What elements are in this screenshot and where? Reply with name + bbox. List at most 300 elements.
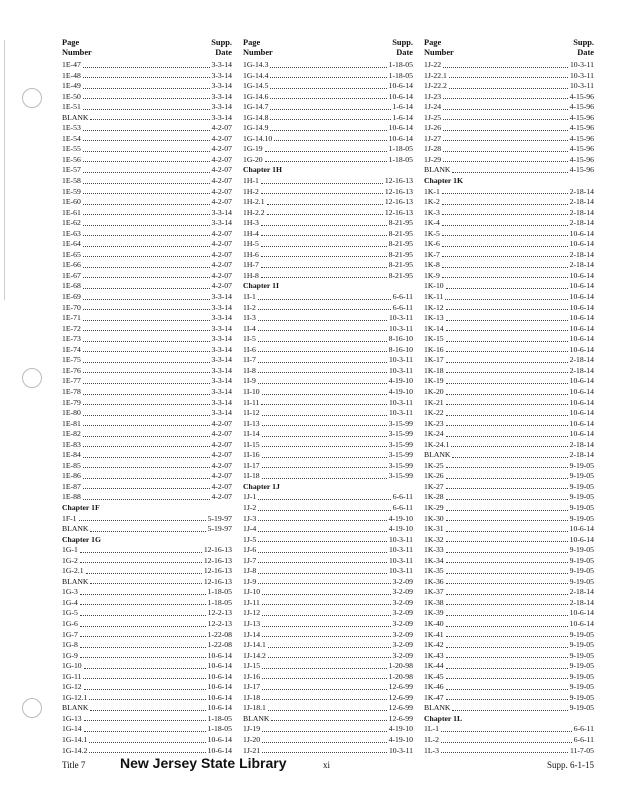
page-number: 1E-76 (62, 365, 81, 375)
page-number: 1J-3 (243, 513, 257, 523)
page-number: 1J-20 (243, 735, 261, 744)
dot-leader (265, 161, 387, 162)
page-number: 1K-24.1 (424, 439, 450, 449)
dot-leader (89, 752, 205, 753)
supp-date: 12-16-13 (384, 207, 413, 217)
index-row (424, 229, 594, 240)
page-number: 1E-72 (62, 323, 81, 333)
dot-leader (262, 436, 387, 437)
index-row (243, 524, 413, 535)
page-number: 1G-4 (62, 597, 78, 607)
supp-date: 3-3-14 (211, 386, 232, 396)
dot-leader (446, 309, 568, 310)
dot-leader (261, 183, 383, 184)
index-row (62, 387, 232, 398)
dot-leader (261, 246, 387, 247)
page-number: 1E-83 (62, 439, 81, 449)
dot-leader (271, 720, 386, 721)
index-row (424, 250, 594, 261)
page-number: 1G-2 (62, 555, 78, 565)
dot-leader (270, 88, 386, 89)
dot-leader (441, 742, 572, 743)
dot-leader (446, 488, 568, 489)
supp-date: 4-15-96 (569, 133, 594, 143)
dot-leader (261, 225, 387, 226)
index-row (243, 60, 413, 71)
page-number: 1H-6 (243, 249, 259, 259)
supp-date: 12-6-99 (388, 682, 413, 692)
supp-date: 4-19-10 (388, 376, 413, 386)
index-row (424, 672, 594, 683)
supp-date: 4-2-07 (211, 165, 232, 175)
page-number: 1E-74 (62, 344, 81, 354)
supp-date: 3-3-14 (211, 102, 232, 112)
supp-date: 4-2-07 (211, 481, 232, 491)
index-row (243, 461, 413, 472)
page-number: 1E-88 (62, 492, 81, 502)
page-number: 1K-13 (424, 313, 444, 323)
page-number: 1H-1 (243, 176, 259, 186)
page-number: 1K-22 (424, 408, 444, 418)
dot-leader (83, 235, 210, 236)
supp-date: 4-2-07 (211, 133, 232, 143)
page-number: 1G-7 (62, 629, 78, 639)
supp-date: 1-18-05 (207, 587, 232, 597)
header-page-number: Page Number (424, 38, 454, 57)
index-row (424, 556, 594, 567)
dot-leader (258, 320, 387, 321)
dot-leader (83, 77, 210, 78)
supp-date: 3-3-14 (211, 207, 232, 217)
index-row (62, 355, 232, 366)
index-row (243, 587, 413, 598)
page-number: 1J-13 (243, 618, 261, 628)
page-number: 1H-2 (243, 186, 259, 196)
supp-date: 10-6-14 (207, 682, 232, 692)
index-row (424, 60, 594, 71)
dot-leader (258, 330, 387, 331)
dot-leader (446, 531, 568, 532)
page-number: 1E-59 (62, 186, 81, 196)
page-number: 1J-22 (424, 60, 442, 69)
dot-leader (83, 256, 210, 257)
index-row (243, 144, 413, 155)
page-number: 1E-81 (62, 418, 81, 428)
dot-leader (90, 531, 205, 532)
dot-leader (446, 604, 568, 605)
chapter-heading: Chapter 1F (62, 502, 100, 512)
page-number: 1E-68 (62, 281, 81, 291)
supp-date: 10-6-14 (569, 408, 594, 418)
page-number: 1E-64 (62, 239, 81, 249)
index-row (243, 176, 413, 187)
supp-date: 12-6-99 (388, 703, 413, 713)
page-number: 1E-51 (62, 102, 81, 112)
dot-leader (83, 225, 210, 226)
index-row (424, 619, 594, 630)
supp-date: 8-21-95 (388, 228, 413, 238)
index-row (424, 535, 594, 546)
index-row (62, 303, 232, 314)
supp-date: 10-6-14 (569, 281, 594, 291)
index-row (424, 608, 594, 619)
supp-date: 3-3-14 (211, 397, 232, 407)
supp-date: 4-15-96 (569, 144, 594, 154)
supp-date: 4-15-96 (569, 123, 594, 133)
supp-date: 10-3-11 (388, 365, 413, 375)
page-number: 1E-61 (62, 207, 81, 217)
chapter-heading: Chapter 1H (243, 165, 282, 175)
page-number: 1H-2.1 (243, 197, 265, 207)
dot-leader (442, 204, 568, 205)
dot-leader (83, 299, 210, 300)
supp-date: 8-21-95 (388, 270, 413, 280)
column-header (424, 38, 594, 60)
supp-date: 4-2-07 (211, 144, 232, 154)
dot-leader (262, 478, 387, 479)
index-row (62, 735, 232, 746)
index-row (243, 566, 413, 577)
supp-date: 1-18-05 (207, 713, 232, 723)
index-row (243, 313, 413, 324)
dot-leader (83, 372, 210, 373)
index-row (243, 471, 413, 482)
supp-date: 5-19-97 (207, 513, 232, 523)
index-row (243, 366, 413, 377)
page-number: 1J-23 (424, 91, 442, 101)
supp-date: 10-6-14 (569, 239, 594, 249)
supp-date: 3-3-14 (211, 91, 232, 101)
supp-date: 4-19-10 (388, 724, 413, 734)
page-number: 1K-27 (424, 481, 444, 491)
page-number: 1J-17 (243, 682, 261, 692)
dot-leader (446, 499, 568, 500)
dot-leader (83, 204, 210, 205)
page-number: 1I-11 (243, 397, 260, 407)
page-number: 1L-3 (424, 745, 439, 755)
index-row (62, 71, 232, 82)
supp-date: 3-2-09 (392, 640, 413, 650)
dot-leader (446, 668, 568, 669)
supp-date: 10-6-14 (569, 397, 594, 407)
supp-date: 4-2-07 (211, 197, 232, 207)
page-number: 1G-2.1 (62, 566, 84, 576)
page-number: 1I-13 (243, 418, 260, 428)
supp-date: 3-3-14 (211, 218, 232, 228)
page-number: 1E-60 (62, 197, 81, 207)
page-number: 1K-34 (424, 555, 444, 565)
supp-date: 2-18-14 (569, 260, 594, 270)
dot-leader (262, 636, 390, 637)
index-row (424, 630, 594, 641)
page-number: 1G-1 (62, 545, 78, 555)
index-row (424, 387, 594, 398)
index-row (62, 60, 232, 71)
page-number: 1K-37 (424, 587, 444, 597)
index-row (424, 450, 594, 461)
dot-leader (258, 299, 391, 300)
supp-date: 10-6-14 (569, 334, 594, 344)
dot-leader (258, 510, 391, 511)
dot-leader (80, 594, 206, 595)
index-row (243, 229, 413, 240)
index-row (62, 123, 232, 134)
page-number: 1E-80 (62, 408, 81, 418)
dot-leader (443, 130, 568, 131)
supp-date: 11-7-05 (569, 745, 594, 755)
dot-leader (258, 531, 386, 532)
dot-leader (83, 467, 210, 468)
page-number: 1E-55 (62, 144, 81, 154)
dot-leader (262, 731, 387, 732)
dot-leader (83, 320, 210, 321)
dot-leader (446, 657, 568, 658)
supp-date: 5-19-97 (207, 524, 232, 534)
index-row (62, 134, 232, 145)
index-row (243, 619, 413, 630)
index-row (424, 492, 594, 503)
page-number: 1K-20 (424, 386, 444, 396)
supp-date: 9-19-05 (569, 640, 594, 650)
page-number: 1K-43 (424, 650, 444, 660)
index-row (243, 250, 413, 261)
index-row (243, 408, 413, 419)
header-supp-date: Supp. Date (573, 38, 594, 57)
dot-leader (80, 604, 206, 605)
index-row (243, 535, 413, 546)
supp-date: 1-22-08 (207, 629, 232, 639)
index-row (424, 524, 594, 535)
page-number: 1G-8 (62, 640, 78, 650)
page-number: 1E-71 (62, 313, 81, 323)
index-row (243, 292, 413, 303)
page-number: 1K-41 (424, 629, 444, 639)
page-number: 1E-86 (62, 471, 81, 481)
supp-date: 3-3-14 (211, 60, 232, 69)
page-number: 1E-79 (62, 397, 81, 407)
supp-date: 10-6-14 (207, 703, 232, 713)
index-row (243, 661, 413, 672)
dot-leader (80, 626, 206, 627)
index-row (424, 313, 594, 324)
page-number: 1K-23 (424, 418, 444, 428)
dot-leader (270, 109, 390, 110)
dot-leader (83, 499, 210, 500)
page-number: 1J-1 (243, 492, 257, 502)
index-row (424, 461, 594, 472)
dot-leader (258, 383, 387, 384)
dot-leader (262, 689, 387, 690)
page-number: BLANK (424, 450, 451, 460)
supp-date: 6-6-11 (573, 735, 594, 744)
dot-leader (83, 109, 210, 110)
dot-leader (83, 246, 210, 247)
dot-leader (443, 140, 568, 141)
index-row (243, 155, 413, 166)
page-number: 1E-66 (62, 260, 81, 270)
dot-leader (449, 77, 568, 78)
dot-leader (446, 467, 568, 468)
dot-leader (262, 678, 387, 679)
page-number: 1K-6 (424, 239, 440, 249)
page-number: 1G-11 (62, 671, 82, 681)
page-number: 1K-32 (424, 534, 444, 544)
dot-leader (268, 647, 391, 648)
page-number: 1G-14.8 (243, 112, 269, 122)
page-number: 1H-3 (243, 218, 259, 228)
supp-date: 2-18-14 (569, 365, 594, 375)
index-row (424, 376, 594, 387)
index-row (62, 724, 232, 735)
dot-leader (83, 130, 210, 131)
index-row (424, 408, 594, 419)
supp-date: 9-19-05 (569, 471, 594, 481)
supp-date: 10-3-11 (569, 60, 594, 69)
footer-page-number: xi (323, 760, 331, 770)
index-row (424, 503, 594, 514)
dot-leader (258, 573, 387, 574)
index-row (243, 271, 413, 282)
supp-date: 3-3-14 (211, 70, 232, 80)
index-row (243, 440, 413, 451)
page-number: 1I-1 (243, 292, 256, 302)
page-number: 1J-9 (243, 576, 257, 586)
page-number: 1L-1 (424, 724, 439, 734)
page-number: 1J-21 (243, 745, 261, 755)
page-number: BLANK (62, 524, 89, 534)
index-row (424, 239, 594, 250)
index-row (243, 218, 413, 229)
index-row (62, 292, 232, 303)
page-number: 1J-6 (243, 545, 257, 555)
supp-date: 10-3-11 (388, 534, 413, 544)
supp-date: 12-6-99 (388, 692, 413, 702)
dot-leader (90, 119, 209, 120)
page-number: 1K-12 (424, 302, 444, 312)
supp-date: 9-19-05 (569, 481, 594, 491)
index-row (62, 482, 232, 493)
index-row (424, 324, 594, 335)
page-number: 1J-22.2 (424, 81, 447, 91)
index-row (243, 71, 413, 82)
header-page-number: Page Number (62, 38, 92, 57)
dot-leader (83, 415, 210, 416)
supp-date: 8-16-10 (388, 344, 413, 354)
dot-leader (83, 446, 210, 447)
page-number: 1E-67 (62, 270, 81, 280)
page-number: 1E-84 (62, 450, 81, 460)
page-number: 1H-8 (243, 270, 259, 280)
page-number: 1I-18 (243, 471, 260, 481)
page-number: 1K-2 (424, 197, 440, 207)
supp-date: 3-3-14 (211, 344, 232, 354)
page-number: BLANK (424, 703, 451, 713)
page-number: 1K-24 (424, 429, 444, 439)
dot-leader (265, 151, 387, 152)
supp-date: 3-2-09 (392, 576, 413, 586)
index-row (62, 366, 232, 377)
index-row (62, 419, 232, 430)
index-row (424, 187, 594, 198)
page-number: 1I-10 (243, 386, 260, 396)
dot-leader (268, 657, 391, 658)
dot-leader (83, 140, 210, 141)
supp-date: 4-2-07 (211, 239, 232, 249)
supp-date: 1-18-05 (207, 597, 232, 607)
supp-date: 3-15-99 (388, 418, 413, 428)
index-row (62, 165, 232, 176)
page-number: 1E-85 (62, 460, 81, 470)
dot-leader (258, 562, 387, 563)
index-row (243, 113, 413, 124)
supp-date: 8-16-10 (388, 334, 413, 344)
supp-date: 10-6-14 (207, 692, 232, 702)
supp-date: 1-20-98 (388, 661, 413, 671)
supp-date: 1-18-05 (388, 144, 413, 154)
index-row (62, 187, 232, 198)
index-row (243, 651, 413, 662)
dot-leader (83, 267, 210, 268)
supp-date: 10-6-14 (388, 123, 413, 133)
index-row (62, 672, 232, 683)
column-header (62, 38, 232, 60)
dot-leader (262, 615, 390, 616)
index-row (243, 239, 413, 250)
page-number: 1E-65 (62, 249, 81, 259)
page-number: 1I-8 (243, 365, 256, 375)
index-row (243, 714, 413, 725)
index-row (243, 197, 413, 208)
supp-date: 4-19-10 (388, 735, 413, 744)
supp-date: 9-19-05 (569, 682, 594, 692)
page-number: 1I-4 (243, 323, 256, 333)
index-row (424, 440, 594, 451)
dot-leader (83, 404, 210, 405)
supp-date: 2-18-14 (569, 587, 594, 597)
page-edge-shadow (4, 40, 5, 300)
index-row (62, 113, 232, 124)
index-row (243, 556, 413, 567)
supp-date: 12-2-13 (207, 608, 232, 618)
index-row (243, 450, 413, 461)
dot-leader (446, 510, 568, 511)
page-number: 1L-2 (424, 735, 439, 744)
supp-date: 3-15-99 (388, 460, 413, 470)
page-number: 1G-6 (62, 618, 78, 628)
supp-date: 4-2-07 (211, 154, 232, 164)
index-row (424, 640, 594, 651)
dot-leader (83, 457, 210, 458)
dot-leader (449, 88, 568, 89)
index-row (62, 703, 232, 714)
dot-leader (441, 731, 572, 732)
page-number: 1E-57 (62, 165, 81, 175)
dot-leader (446, 520, 568, 521)
index-row (62, 429, 232, 440)
supp-date: 10-6-14 (207, 745, 232, 755)
dot-leader (443, 119, 568, 120)
dot-leader (274, 140, 386, 141)
dot-leader (446, 383, 568, 384)
page-number: 1J-10 (243, 587, 261, 597)
page-number: 1I-15 (243, 439, 260, 449)
page-number: 1E-47 (62, 60, 81, 69)
dot-leader (261, 277, 387, 278)
page-number: 1I-6 (243, 344, 256, 354)
supp-date: 8-21-95 (388, 218, 413, 228)
index-row (424, 366, 594, 377)
page-number: 1K-10 (424, 281, 444, 291)
